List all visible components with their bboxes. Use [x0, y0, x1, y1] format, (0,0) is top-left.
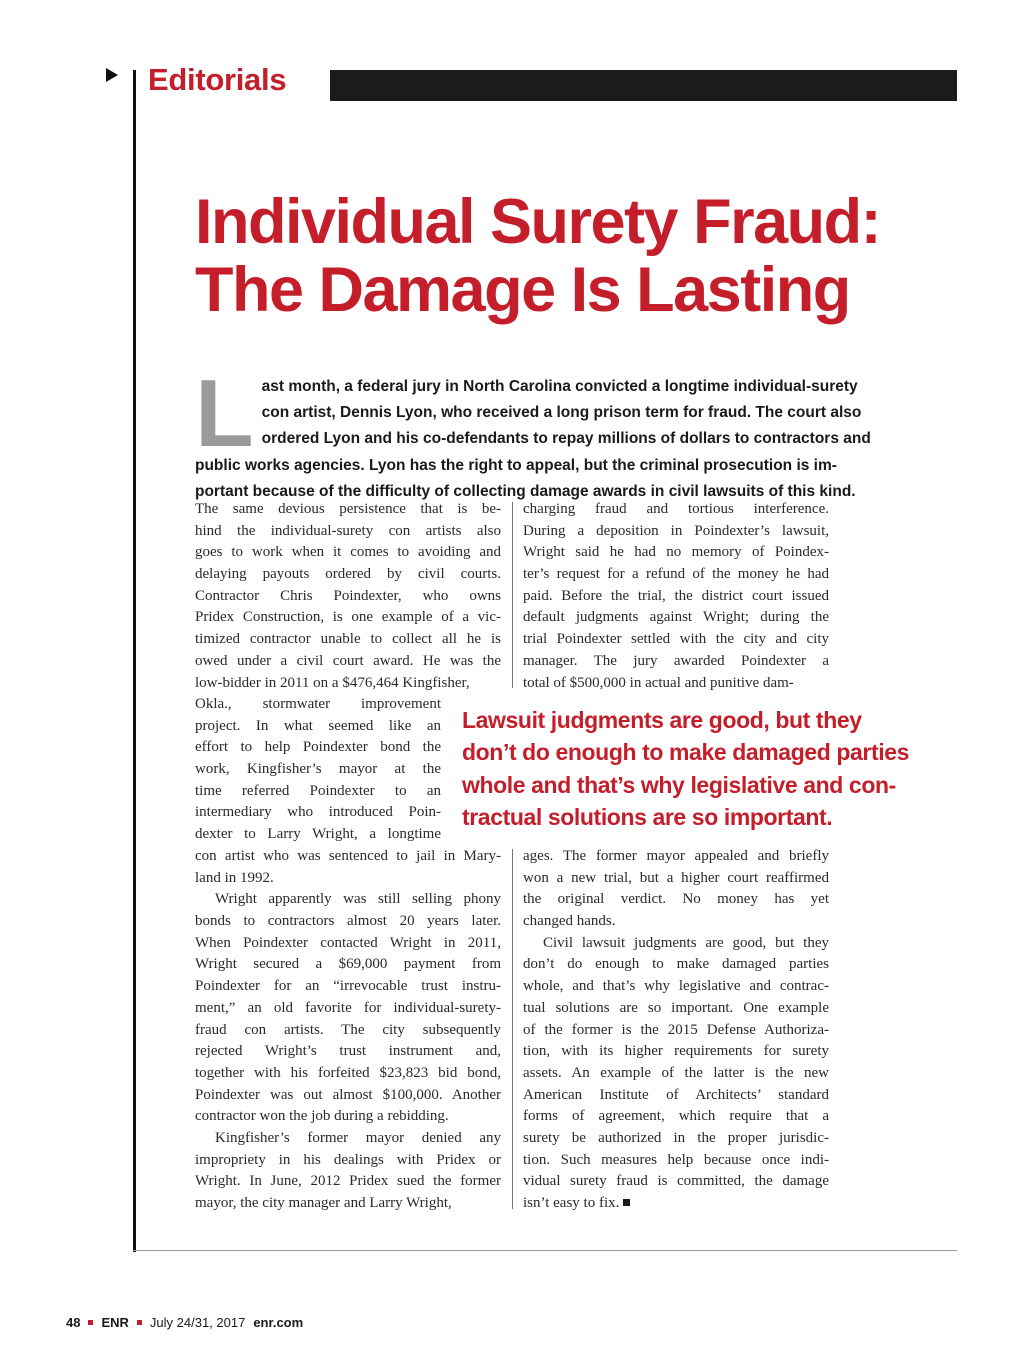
body-text-line: Wright. In June, 2012 Pridex sued the former	[195, 1173, 501, 1190]
body-text-line: tion. Such measures help because once indi-	[523, 1151, 829, 1168]
body-text-line: tion, with its higher requirements for surety	[523, 1043, 829, 1060]
body-text-line: vidual surety fraud is committed, the damage	[523, 1173, 829, 1190]
body-text-line: delaying payouts ordered by civil courts.	[195, 566, 501, 583]
separator-square-icon	[88, 1320, 93, 1325]
body-text-line: During a deposition in Poindexter’s lawsuit,	[523, 522, 829, 539]
body-text-line: owed under a civil court award. He was the	[195, 652, 501, 669]
pull-quote	[462, 704, 962, 833]
body-text-line: timized contractor unable to collect all he is	[195, 631, 501, 648]
body-text-line: Poindexter was out almost $100,000. Another	[195, 1086, 501, 1103]
body-text-line: contractor won the job during a rebidding.	[195, 1108, 449, 1125]
body-text-line: Okla., stormwater improvement	[195, 696, 441, 712]
body-text-line: work, Kingfisher’s mayor at the	[195, 761, 441, 778]
headline-line: The Damage Is Lasting	[195, 255, 850, 325]
body-text-line: tual solutions are so important. One example	[523, 999, 829, 1016]
body-text-line: Wright apparently was still selling phony	[215, 891, 501, 908]
body-text-line: Pridex Construction, is one example of a vic-	[195, 609, 501, 626]
body-text-line: assets. An example of the latter is the new	[523, 1064, 829, 1081]
body-text-line: forms of agreement, which require that a	[523, 1108, 829, 1125]
body-text-line: mayor, the city manager and Larry Wright,	[195, 1195, 452, 1211]
body-text-line: ages. The former mayor appealed and briefly	[523, 848, 829, 864]
issue-date: July 24/31, 2017	[149, 1315, 246, 1330]
body-text-line: Wright secured a $69,000 payment from	[195, 956, 501, 973]
lede-line: public works agencies. Lyon has the right to appeal, but the criminal prosecution is im-	[195, 456, 837, 474]
end-mark-icon	[623, 1199, 630, 1206]
body-text-line: time referred Poindexter to an	[195, 782, 441, 799]
publication-name: ENR	[101, 1315, 129, 1330]
bottom-rule	[133, 1250, 957, 1251]
section-label: Editorials	[148, 62, 287, 97]
body-text-line: paid. Before the trial, the district court issued	[523, 587, 829, 604]
separator-square-icon	[137, 1320, 142, 1325]
pull-quote-line: don’t do enough to make damaged parties	[462, 739, 910, 766]
body-text-line: changed hands.	[523, 913, 616, 930]
body-text-line: trial Poindexter settled with the city and city	[523, 631, 829, 648]
body-text-line: ter’s request for a refund of the money he had	[523, 566, 829, 583]
column-rule	[512, 502, 513, 688]
vertical-rule	[133, 70, 136, 1252]
page-footer	[66, 1315, 303, 1330]
column-1-middle	[195, 694, 441, 846]
body-text-line: goes to work when it comes to avoiding and	[195, 544, 501, 561]
pull-quote-line: Lawsuit judgments are good, but they	[462, 707, 862, 733]
headline	[195, 188, 975, 324]
body-text-line: American Institute of Architects’ standard	[523, 1086, 829, 1103]
body-text-line: don’t do enough to make damaged parties	[523, 956, 829, 973]
lede-line: ordered Lyon and his co-defendants to repay millions of dollars to contractors and	[261, 430, 871, 448]
body-text-line: manager. The jury awarded Poindexter a	[523, 652, 829, 669]
body-text-line: project. In what seemed like an	[195, 717, 441, 734]
body-text-line: bonds to contractors almost 20 years later.	[195, 913, 501, 930]
triangle-arrow-icon	[106, 68, 118, 82]
body-text-line: Poindexter for an “irrevocable trust instru-	[195, 978, 501, 995]
body-text-line: Contractor Chris Poindexter, who owns	[195, 587, 501, 604]
body-text-line: impropriety in his dealings with Pridex or	[195, 1151, 501, 1168]
body-text-line: isn’t easy to fix.	[523, 1193, 829, 1215]
body-text-line: charging fraud and tortious interference.	[523, 501, 829, 517]
body-text-line: dexter to Larry Wright, a longtime	[195, 826, 441, 843]
body-text-line: The same devious persistence that is be-	[195, 501, 501, 517]
body-text-line: surety be authorized in the proper jurisdic-	[523, 1129, 829, 1146]
body-text-line: rejected Wright’s trust instrument and,	[195, 1043, 501, 1060]
body-text-line: Kingfisher’s former mayor denied any	[215, 1129, 501, 1146]
body-text-line: the original verdict. No money has yet	[523, 891, 829, 908]
body-text-line: won a new trial, but a higher court reaffirmed	[523, 869, 829, 886]
body-text-line: effort to help Poindexter bond the	[195, 739, 441, 756]
body-text-line: total of $500,000 in actual and punitive dam-	[523, 674, 794, 691]
lede-paragraph	[195, 360, 871, 505]
header-bar	[330, 70, 957, 101]
pull-quote-line: tractual solutions are so important.	[462, 803, 833, 830]
pull-quote-line: whole and that’s why legislative and con-	[462, 771, 896, 798]
body-text-line: of the former is the 2015 Defense Authoriza-	[523, 1021, 829, 1038]
body-text-line: hind the individual-surety con artists also	[195, 522, 501, 539]
body-text-line: whole, and that’s why legislative and contrac-	[523, 978, 829, 995]
page-number: 48	[66, 1315, 81, 1330]
body-text-line: intermediary who introduced Poin-	[195, 804, 441, 821]
body-text-line: con artist who was sentenced to jail in Mary-	[195, 848, 501, 864]
column-1-bottom	[195, 846, 501, 1215]
lede-line: portant because of the difficulty of collecting damage awards in civil lawsuits of this kind.	[195, 482, 856, 500]
column-2-bottom	[523, 846, 829, 1215]
headline-line: Individual Surety Fraud:	[195, 187, 881, 257]
body-text-line: land in 1992.	[195, 869, 274, 886]
body-text-line: together with his forfeited $23,823 bid bond,	[195, 1064, 501, 1081]
body-text-line: Civil lawsuit judgments are good, but they	[543, 934, 829, 951]
drop-cap: L	[195, 360, 254, 467]
body-text-line: fraud con artists. The city subsequently	[195, 1021, 501, 1038]
lede-line: ast month, a federal jury in North Carolina convicted a longtime individual-surety	[261, 378, 858, 395]
body-text-line: ment,” an old favorite for individual-surety-	[195, 999, 501, 1016]
column-2-top	[523, 499, 829, 694]
body-text-line: Wright said he had no memory of Poindex-	[523, 544, 829, 561]
site-url: enr.com	[253, 1315, 304, 1330]
lede-line: con artist, Dennis Lyon, who received a long prison term for fraud. The court also	[261, 404, 862, 422]
column-1-top	[195, 499, 501, 694]
column-rule	[512, 849, 513, 1209]
body-text-line: When Poindexter contacted Wright in 2011,	[195, 934, 501, 951]
body-text-line: default judgments against Wright; during the	[523, 609, 829, 626]
body-text-line: low-bidder in 2011 on a $476,464 Kingfisher,	[195, 674, 470, 691]
